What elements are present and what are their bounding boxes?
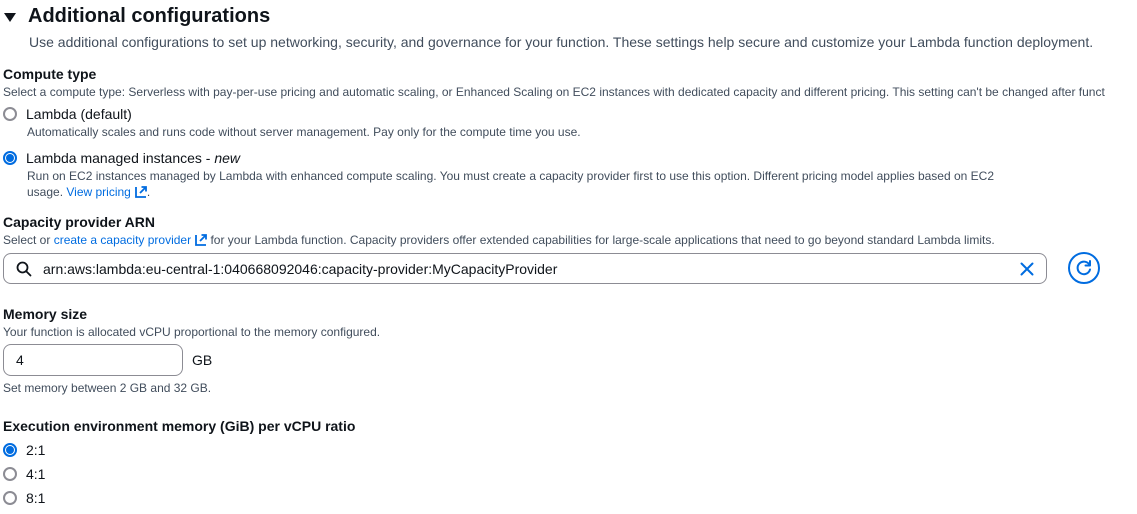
- memory-size-label: Memory size: [3, 306, 88, 322]
- caret-down-icon: [4, 13, 16, 22]
- radio-button[interactable]: [3, 467, 17, 481]
- refresh-icon: [1075, 259, 1093, 277]
- radio-description-line2: [27, 185, 150, 199]
- capacity-provider-input[interactable]: [3, 253, 1047, 284]
- radio-label: 2:1: [26, 442, 46, 458]
- create-capacity-provider-link[interactable]: create a capacity provider: [53, 233, 192, 247]
- clear-icon[interactable]: [1020, 262, 1034, 276]
- desc-suffix: for your Lambda function. Capacity providers offer extended capabilities for large-scale applications that need to go beyond standard Lambda limits.: [207, 233, 995, 247]
- compute-type-description: Select a compute type: Serverless with pay-per-use pricing and automatic scaling, or Enhanced Scaling on EC2 instances with dedicated capacity and different pricing. This setting can't be changed after funct: [3, 85, 1105, 99]
- radio-lambda-managed-instances[interactable]: [3, 150, 240, 166]
- new-tag: new: [214, 150, 241, 166]
- search-icon: [16, 261, 32, 277]
- radio-label: [26, 150, 240, 166]
- memory-constraint: Set memory between 2 GB and 32 GB.: [3, 381, 212, 395]
- external-link-icon: [135, 186, 147, 198]
- compute-type-label: Compute type: [3, 66, 97, 82]
- radio-button[interactable]: [3, 107, 17, 121]
- desc-prefix: Select or: [3, 233, 54, 247]
- capacity-provider-label: Capacity provider ARN: [3, 214, 155, 230]
- radio-button-checked[interactable]: [3, 151, 17, 165]
- radio-label-text: Lambda managed instances -: [26, 150, 215, 166]
- section-description: Use additional configurations to set up networking, security, and governance for your function. These settings help secure and customize your Lambda function deployment.: [29, 34, 1094, 50]
- capacity-provider-description: [3, 233, 995, 247]
- radio-button-checked[interactable]: [3, 443, 17, 457]
- radio-description: Automatically scales and runs code without server management. Pay only for the compute time you use.: [27, 125, 581, 139]
- refresh-button[interactable]: [1068, 252, 1100, 284]
- memory-size-input[interactable]: 4: [3, 344, 183, 376]
- radio-ratio-4-1[interactable]: [3, 466, 45, 482]
- radio-label: 4:1: [26, 466, 46, 482]
- radio-button[interactable]: [3, 491, 17, 505]
- capacity-provider-value: arn:aws:lambda:eu-central-1:040668092046:capacity-provider:MyCapacityProvider: [43, 260, 558, 277]
- radio-ratio-2-1[interactable]: [3, 442, 45, 458]
- radio-description-text: usage.: [27, 185, 67, 199]
- external-link-icon: [195, 234, 207, 246]
- memory-size-description: Your function is allocated vCPU proportional to the memory configured.: [3, 325, 381, 339]
- section-title: Additional configurations: [28, 5, 271, 27]
- radio-ratio-8-1[interactable]: [3, 490, 45, 506]
- radio-label: Lambda (default): [26, 106, 132, 122]
- period-text: .: [146, 185, 151, 199]
- memory-unit: GB: [192, 352, 213, 368]
- additional-configurations-toggle[interactable]: [4, 5, 270, 28]
- view-pricing-link[interactable]: View pricing: [66, 185, 131, 199]
- radio-label: 8:1: [26, 490, 46, 506]
- radio-lambda-default[interactable]: [3, 106, 132, 122]
- ratio-label: Execution environment memory (GiB) per vCPU ratio: [3, 418, 356, 434]
- radio-description: Run on EC2 instances managed by Lambda with enhanced compute scaling. You must create a capacity provider first to use this option. Different pricing model applies based on EC2: [27, 169, 995, 183]
